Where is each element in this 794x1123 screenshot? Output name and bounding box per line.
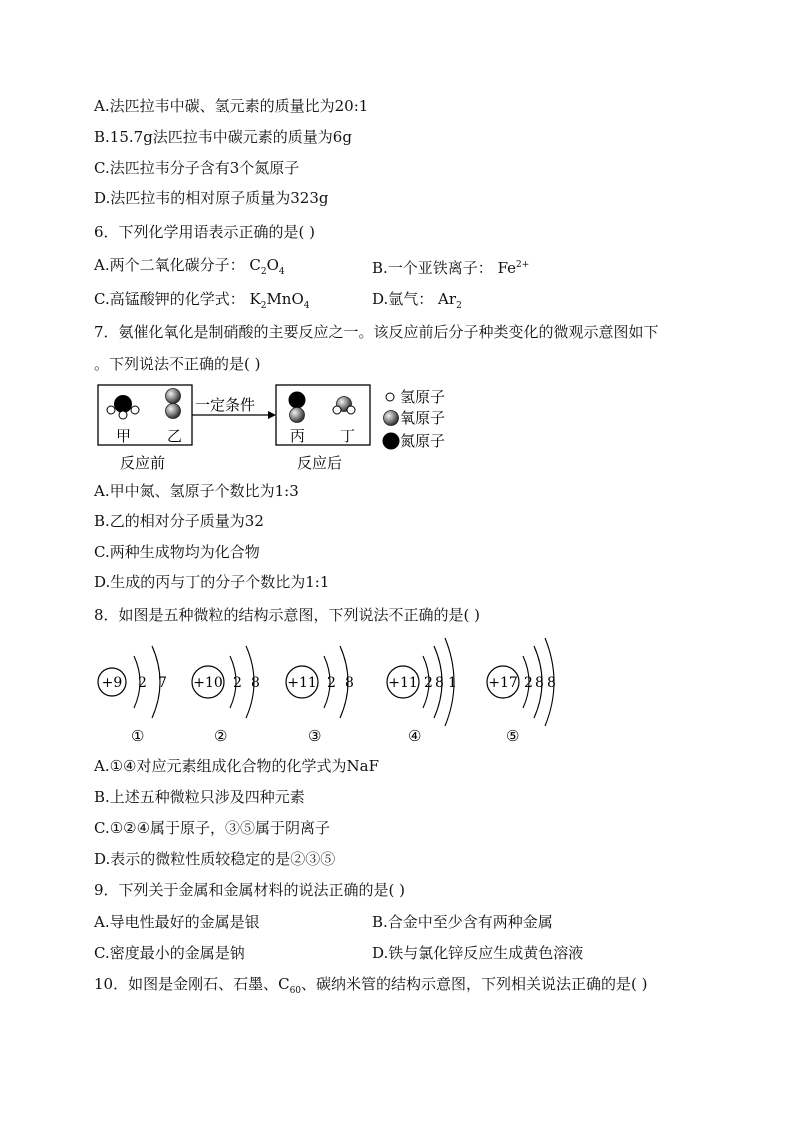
q8-stem: 8．如图是五种微粒的结构示意图，下列说法不正确的是( ) (94, 606, 481, 624)
particle-label: ④ (408, 727, 422, 745)
nucleus-charge: +17 (488, 675, 518, 691)
arrow-head-icon (268, 411, 276, 419)
particle-label: ② (214, 727, 228, 745)
q6-stem: 6．下列化学用语表示正确的是( ) (94, 223, 316, 241)
legend-hydrogen: 氢原子 (400, 388, 446, 406)
atom-structure-3 (286, 646, 354, 745)
q6-option-c: C.高锰酸钾的化学式： $K_2MnO_4$ (94, 290, 310, 311)
oxygen-molecule (166, 389, 181, 419)
shell-electrons: 7 (158, 675, 167, 691)
shell-electrons: 8 (251, 675, 260, 691)
q8-option-b: B.上述五种微粒只涉及四种元素 (94, 788, 305, 806)
nucleus-charge: +11 (388, 675, 418, 691)
atom-structure-diagram (90, 632, 570, 750)
label-ding: 丁 (340, 427, 356, 445)
nucleus-charge: +11 (287, 675, 317, 691)
formula: $K_2MnO_4$ (249, 290, 310, 311)
q8-option-c: C.①②④属于原子，③⑤属于阴离子 (94, 819, 331, 837)
oxygen-legend-icon (384, 411, 399, 426)
nucleus-charge: +10 (193, 675, 223, 691)
q6-option-a: A.两个二氧化碳分子： $C_2O_4$ (94, 256, 285, 277)
water-molecule (333, 397, 355, 415)
nitrogen-legend-icon (383, 433, 400, 450)
shell-electrons: 8 (535, 675, 544, 691)
q6-option-d: D.氩气： $Ar_2$ (372, 290, 462, 311)
shell-electrons: 2 (327, 675, 336, 691)
label-yi: 乙 (167, 427, 183, 445)
particle-label: ⑤ (506, 727, 520, 745)
formula: $C_2O_4$ (249, 256, 285, 277)
reaction-condition: 一定条件 (195, 396, 256, 414)
q7-option-c: C.两种生成物均为化合物 (94, 543, 260, 561)
label-jia: 甲 (116, 427, 132, 445)
caption-after: 反应后 (297, 454, 343, 472)
reaction-diagram (94, 380, 474, 475)
q9-option-a: A.导电性最好的金属是银 (94, 913, 260, 931)
ammonia-molecule (107, 395, 139, 419)
shell-electrons: 2 (424, 675, 433, 691)
q9-option-b: B.合金中至少含有两种金属 (372, 913, 553, 931)
caption-before: 反应前 (120, 454, 166, 472)
q5-option-a: A.法匹拉韦中碳、氢元素的质量比为20:1 (94, 97, 369, 115)
shell-electrons: 8 (547, 675, 556, 691)
legend-nitrogen: 氮原子 (400, 432, 446, 450)
shell-electrons: 2 (233, 675, 242, 691)
q8-option-d: D.表示的微粒性质较稳定的是②③⑤ (94, 850, 336, 868)
q7-stem-line1: 7．氨催化氧化是制硝酸的主要反应之一。该反应前后分子种类变化的微观示意图如下 (94, 323, 659, 341)
shell-electrons: 2 (524, 675, 533, 691)
atom-structure-2 (192, 646, 260, 745)
q9-option-d: D.铁与氯化锌反应生成黄色溶液 (372, 944, 584, 962)
q9-option-c: C.密度最小的金属是钠 (94, 944, 245, 962)
particle-label: ③ (308, 727, 322, 745)
q5-option-c: C.法匹拉韦分子含有3个氮原子 (94, 159, 300, 177)
shell-electrons: 1 (448, 675, 457, 691)
q7-option-d: D.生成的丙与丁的分子个数比为1:1 (94, 573, 330, 591)
q6-option-b: B.一个亚铁离子： $Fe^{2+}$ (372, 259, 530, 277)
q7-stem-line2: 。下列说法不正确的是( ) (94, 355, 261, 373)
legend-oxygen: 氧原子 (400, 409, 446, 427)
shell-electrons: 2 (138, 675, 147, 691)
q5-option-d: D.法匹拉韦的相对原子质量为323g (94, 189, 329, 207)
label-bing: 丙 (290, 427, 306, 445)
particle-label: ① (131, 727, 145, 745)
formula: $Fe^{2+}$ (497, 259, 530, 277)
q7-option-a: A.甲中氮、氢原子个数比为1:3 (94, 482, 299, 500)
q7-option-b: B.乙的相对分子质量为32 (94, 512, 264, 530)
q10-stem: 10．如图是金刚石、石墨、$C_{60}$、碳纳米管的结构示意图，下列相关说法正确的是( ) (94, 975, 648, 996)
nucleus-charge: +9 (101, 675, 123, 691)
atom-structure-4 (387, 638, 457, 745)
formula: $Ar_2$ (438, 290, 462, 311)
formula: $C_{60}$ (278, 975, 302, 996)
q5-option-b: B.15.7g法匹拉韦中碳元素的质量为6g (94, 128, 352, 146)
q8-option-a: A.①④对应元素组成化合物的化学式为NaF (94, 757, 379, 775)
shell-electrons: 8 (345, 675, 354, 691)
nitric-oxide-molecule (289, 392, 306, 423)
atom-structure-1 (98, 646, 167, 745)
hydrogen-legend-icon (386, 393, 394, 401)
shell-electrons: 8 (435, 675, 444, 691)
atom-structure-5 (487, 638, 556, 745)
q9-stem: 9．下列关于金属和金属材料的说法正确的是( ) (94, 881, 406, 899)
